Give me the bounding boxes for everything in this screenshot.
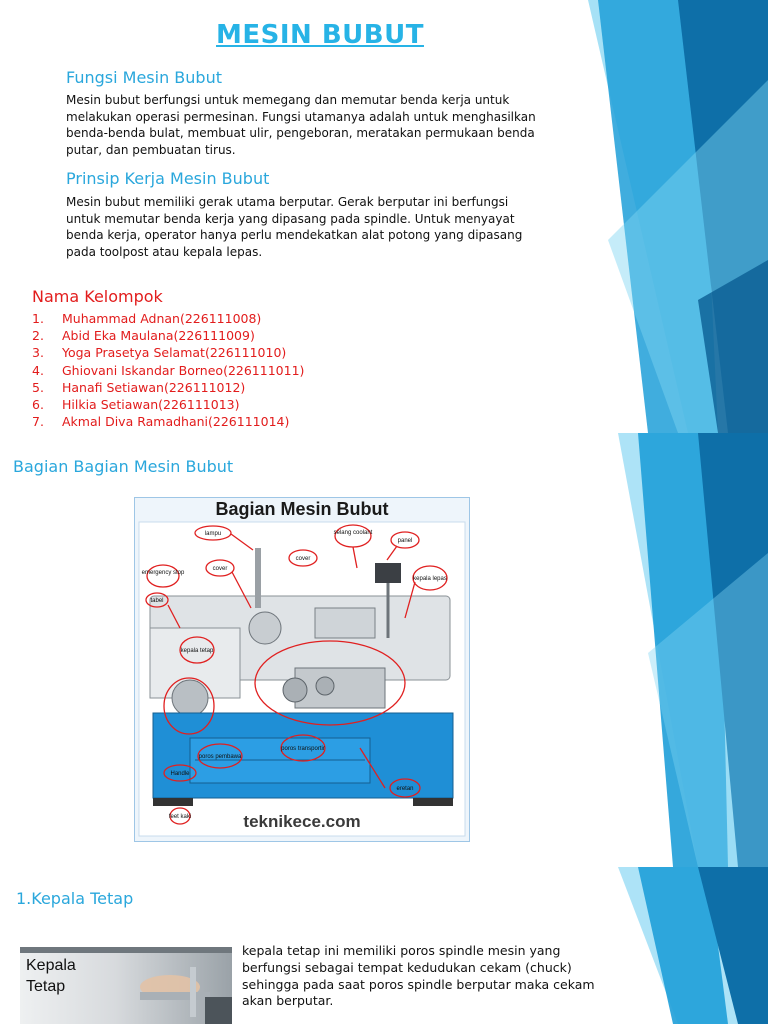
watermark: teknikece.com	[243, 812, 361, 831]
figure-title: Bagian Mesin Bubut	[215, 499, 389, 519]
fungsi-paragraph: Mesin bubut berfungsi untuk memegang dan memutar benda kerja untuk melakukan operasi permesinan. Fungsi utamanya adalah untuk menghasilkan benda-benda bulat, membuat ulir, pengeboran, meratakan permukaan benda putar, dan pembuatan tirus.	[66, 93, 536, 157]
lathe-illustration	[135, 498, 469, 841]
slide-title: MESIN BUBUT	[216, 20, 424, 50]
label-feet-kaki: feet kaki	[168, 814, 192, 820]
fungsi-heading: Fungsi Mesin Bubut	[66, 68, 222, 87]
slide-3	[0, 867, 768, 1024]
member-list	[32, 310, 304, 430]
decorative-shapes	[618, 867, 768, 1024]
label-handle: Handle	[170, 771, 190, 777]
label-cover-left: cover	[212, 566, 228, 572]
label-cover-right: cover	[295, 556, 311, 562]
label-poros-pembawa: poros pembawa	[198, 754, 242, 760]
label-kepala-tetap: kepala tetap	[180, 648, 214, 654]
prinsip-paragraph: Mesin bubut memiliki gerak utama berputar. Gerak berputar ini berfungsi untuk memutar benda kerja yang dipasang pada spindle. Untuk menyayat benda kerja, operator hanya perlu mendekatkan alat potong yang dipasang pada toolpost atau kepala lepas.	[66, 195, 523, 259]
slide-1	[0, 0, 768, 433]
label-emergency-stop: emergency stop	[141, 570, 185, 576]
label-kepala-lepas: kepala lepas	[413, 576, 447, 582]
label-poros-transportir: poros transportir	[281, 746, 325, 752]
list-item: 2. Abid Eka Maulana(226111009)	[32, 328, 255, 344]
label-tabel: tabel	[150, 598, 164, 604]
list-item: 5. Hanafi Setiawan(226111012)	[32, 379, 246, 395]
label-eretan: eretan	[396, 786, 414, 792]
label-lampu: lampu	[204, 531, 222, 537]
list-item: 1. Muhammad Adnan(226111008)	[32, 311, 262, 326]
slide-2	[0, 433, 768, 867]
list-item: 6. Hilkia Setiawan(226111013)	[32, 397, 240, 413]
prinsip-heading: Prinsip Kerja Mesin Bubut	[66, 169, 270, 188]
kepala-tetap-photo	[20, 947, 232, 1024]
label-panel: panel	[397, 538, 413, 544]
bagian-heading: Bagian Bagian Mesin Bubut	[13, 457, 234, 476]
machine-figure	[134, 497, 470, 842]
photo-label: Kepala Tetap	[26, 957, 76, 995]
kepala-tetap-heading: 1.Kepala Tetap	[16, 889, 134, 908]
label-selang-coolant: selang coolant	[333, 530, 373, 536]
kelompok-heading: Nama Kelompok	[32, 287, 163, 306]
list-item: 4. Ghiovani Iskandar Borneo(226111011)	[32, 362, 305, 378]
decorative-shapes	[578, 433, 768, 867]
kepala-tetap-paragraph: kepala tetap ini memiliki poros spindle mesin yang berfungsi sebagai tempat kedudukan cekam (chuck) sehingga pada saat poros spindle berputar maka cekam akan berputar.	[242, 943, 595, 1009]
decorative-shapes	[568, 0, 768, 433]
list-item: 7. Akmal Diva Ramadhani(226111014)	[32, 414, 290, 430]
list-item: 3. Yoga Prasetya Selamat(226111010)	[32, 345, 287, 361]
